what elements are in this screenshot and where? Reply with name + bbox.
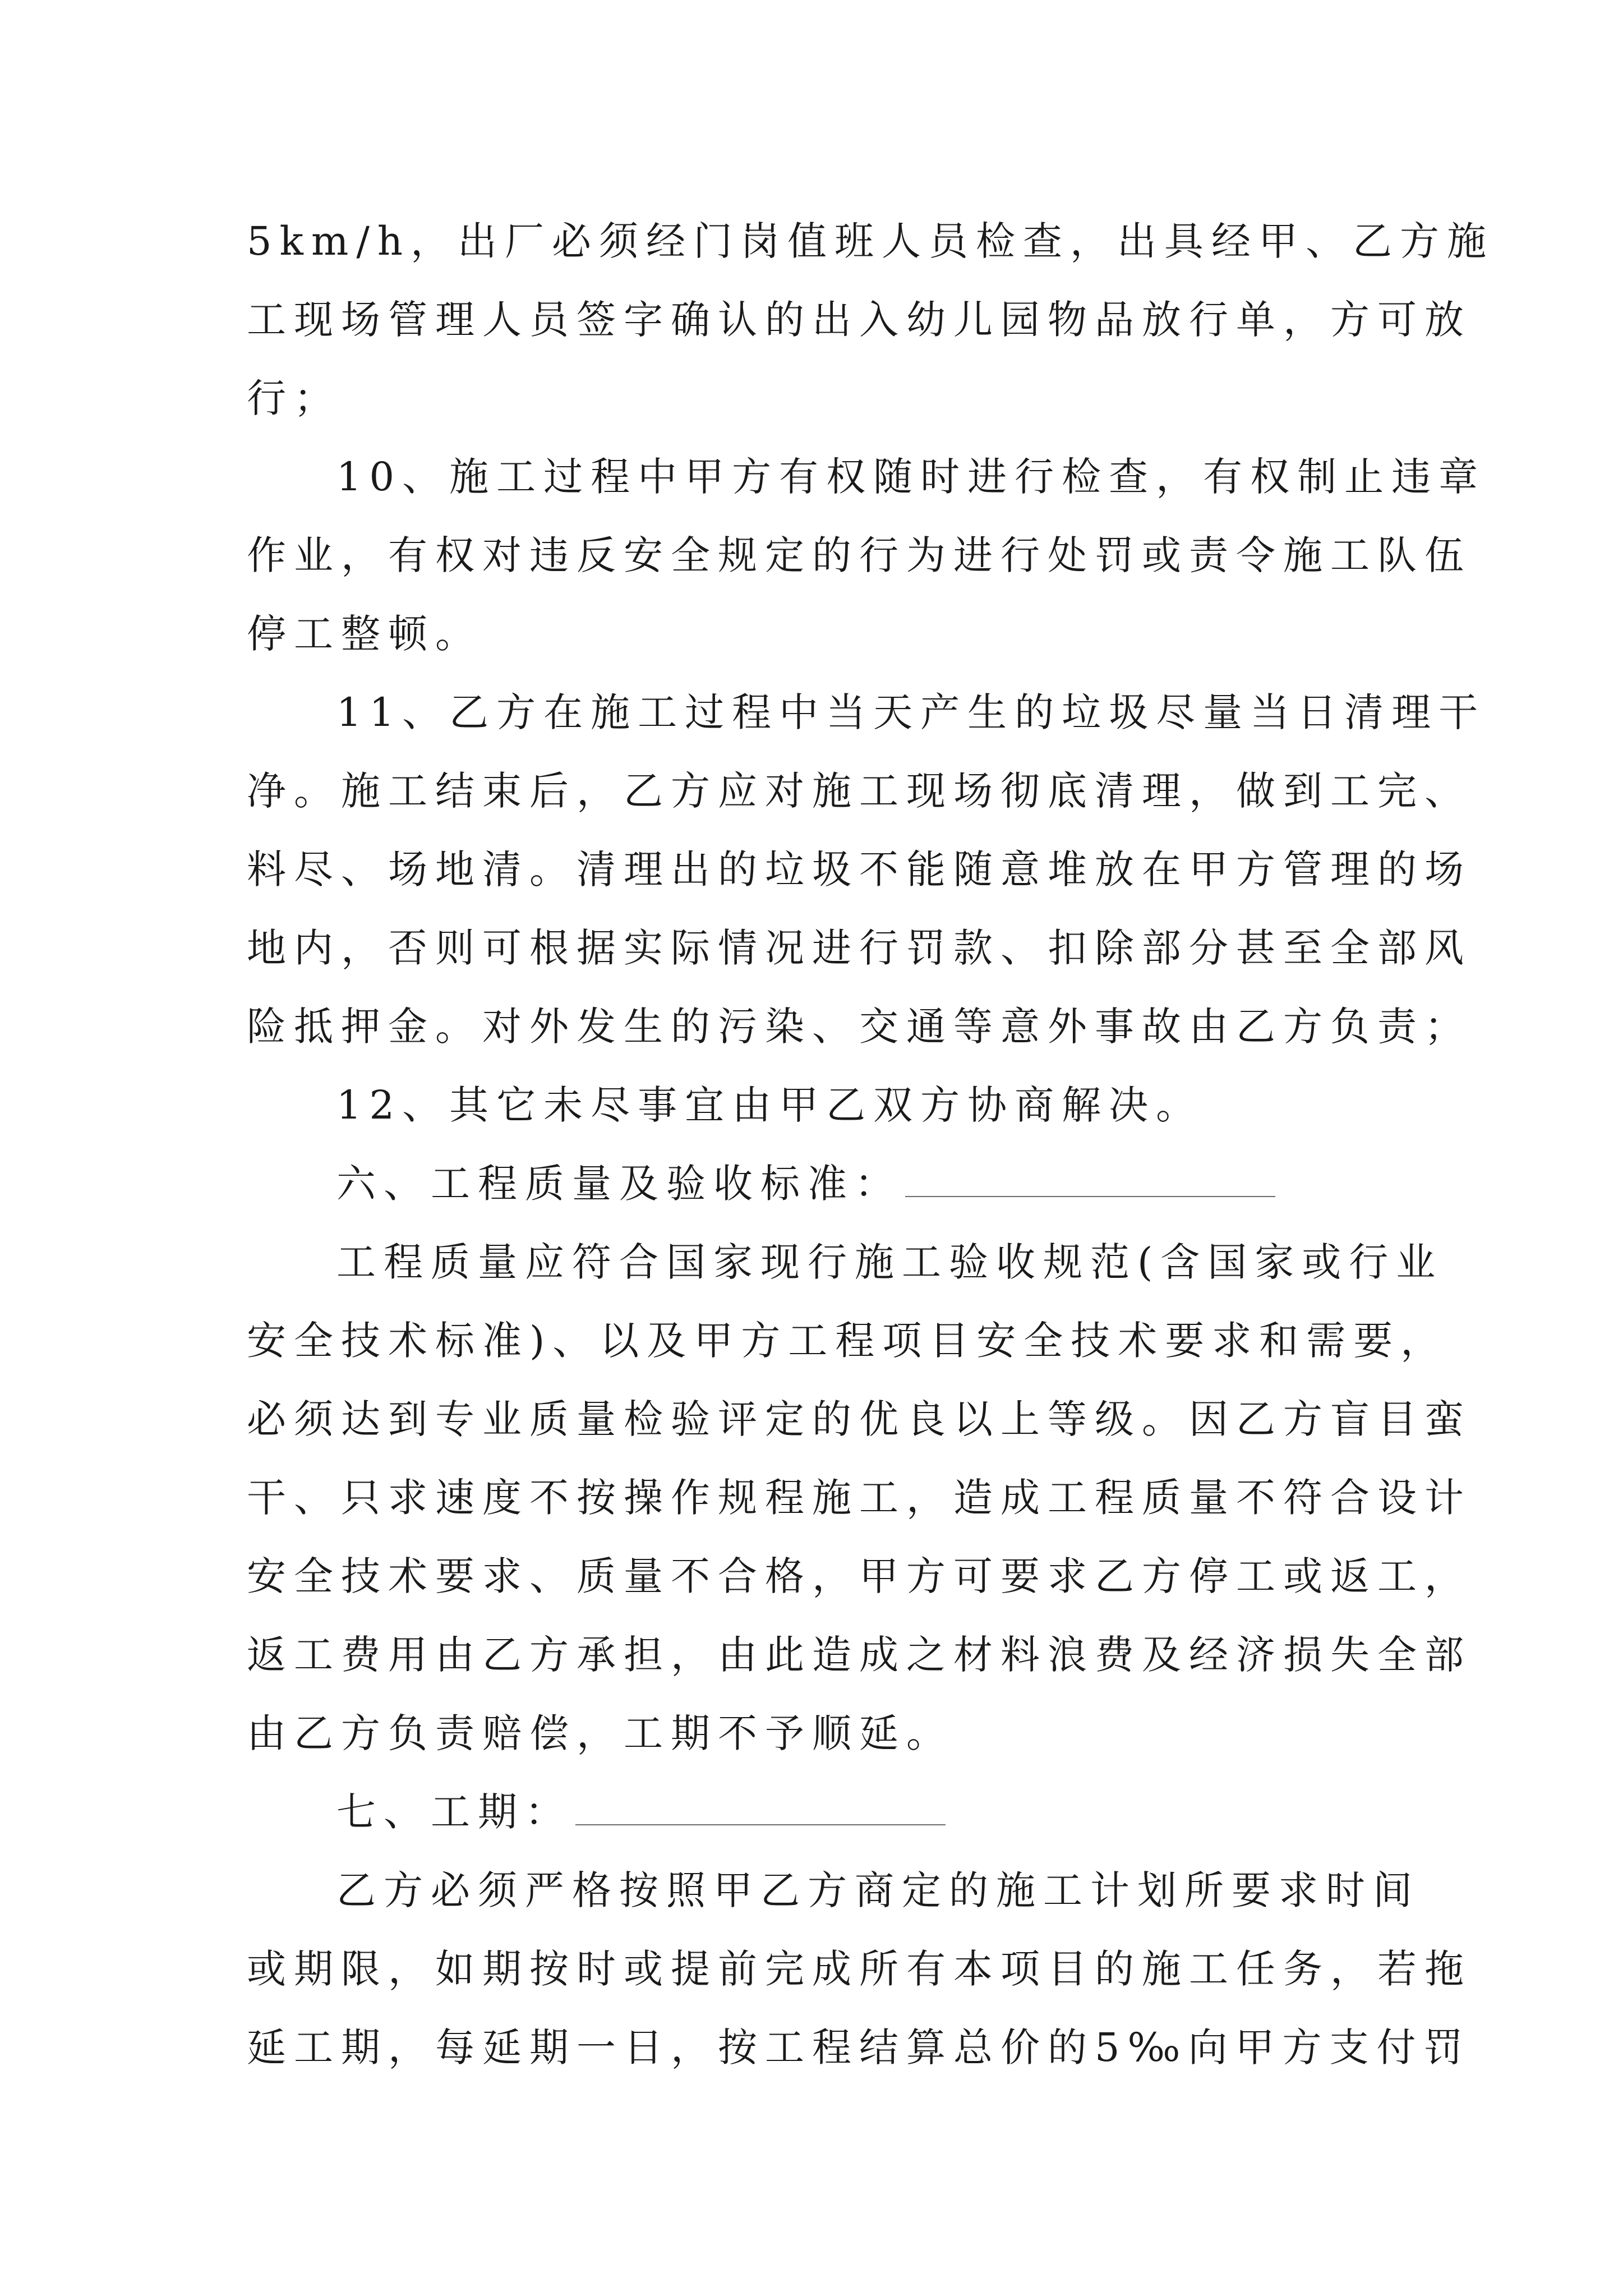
text-line: 乙方必须严格按照甲乙方商定的施工计划所要求时间 bbox=[336, 1867, 1420, 1913]
text-line: 10、施工过程中甲方有权随时进行检查，有权制止违章 bbox=[336, 454, 1486, 500]
text-line: 安全技术要求、质量不合格，甲方可要求乙方停工或返工， bbox=[247, 1553, 1472, 1599]
text-line: 返工费用由乙方承担，由此造成之材料浪费及经济损失全部 bbox=[247, 1632, 1472, 1678]
text-line: 11、乙方在施工过程中当天产生的垃圾尽量当日清理干 bbox=[336, 689, 1486, 735]
text-line: 干、只求速度不按操作规程施工，造成工程质量不符合设计 bbox=[247, 1475, 1472, 1521]
text-line: 作业，有权对违反安全规定的行为进行处罚或责令施工队伍 bbox=[247, 532, 1472, 578]
text-line: 行； bbox=[247, 375, 341, 421]
text-line: 地内，否则可根据实际情况进行罚款、扣除部分甚至全部风 bbox=[247, 925, 1472, 971]
text-line: 料尽、场地清。清理出的垃圾不能随意堆放在甲方管理的场 bbox=[247, 846, 1472, 892]
text-line: 由乙方负责赔偿，工期不予顺延。 bbox=[247, 1710, 953, 1756]
fill-in-blank bbox=[575, 1791, 946, 1825]
text-line: 停工整顿。 bbox=[247, 611, 482, 657]
text-line: 工程质量应符合国家现行施工验收规范(含国家或行业 bbox=[336, 1239, 1444, 1285]
text-line: 净。施工结束后，乙方应对施工现场彻底清理，做到工完、 bbox=[247, 768, 1472, 814]
section-heading-text: 六、工程质量及验收标准： bbox=[336, 1161, 902, 1207]
fill-in-blank bbox=[905, 1162, 1275, 1197]
text-line: 工现场管理人员签字确认的出入幼儿园物品放行单，方可放 bbox=[247, 297, 1472, 343]
text-line: 险抵押金。对外发生的污染、交通等意外事故由乙方负责； bbox=[247, 1004, 1472, 1050]
text-line: 5km/h，出厂必须经门岗值班人员检查，出具经甲、乙方施 bbox=[247, 218, 1494, 264]
text-line: 12、其它未尽事宜由甲乙双方协商解决。 bbox=[336, 1082, 1204, 1128]
text-line: 必须达到专业质量检验评定的优良以上等级。因乙方盲目蛮 bbox=[247, 1396, 1472, 1442]
section-heading bbox=[336, 1784, 946, 1840]
text-line: 或期限，如期按时或提前完成所有本项目的施工任务，若拖 bbox=[247, 1946, 1472, 1992]
section-heading bbox=[336, 1156, 1275, 1212]
section-heading-text: 七、工期： bbox=[336, 1789, 572, 1835]
text-line: 延工期，每延期一日，按工程结算总价的5‰向甲方支付罚 bbox=[247, 2024, 1471, 2070]
text-line: 安全技术标准)、以及甲方工程项目安全技术要求和需要， bbox=[247, 1318, 1448, 1364]
